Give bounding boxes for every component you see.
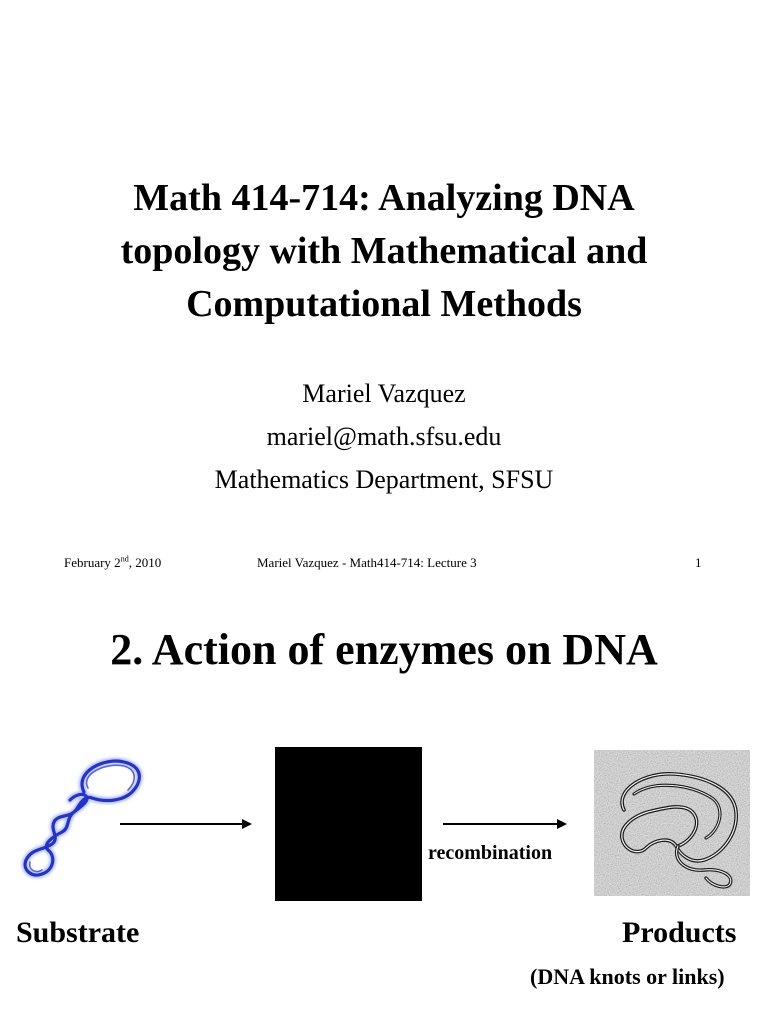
footer-page-number: 1 [695, 555, 702, 570]
products-sublabel: (DNA knots or links) [530, 964, 725, 989]
slide1-title-line: Math 414-714: Analyzing DNA [133, 177, 635, 219]
author-department: Mathematics Department, SFSU [214, 465, 554, 494]
arrow-right-icon [443, 816, 567, 832]
slide1-title [40, 172, 728, 331]
footer-date [64, 555, 161, 571]
footer-date-sup: nd [120, 554, 129, 564]
arrow-right-icon [120, 816, 252, 832]
author-name: Mariel Vazquez [302, 379, 466, 408]
recombination-label: recombination [428, 842, 553, 864]
products-label: Products [622, 916, 737, 949]
slide2-title: 2. Action of enzymes on DNA [110, 625, 658, 674]
slide1-title-line: topology with Mathematical and [120, 230, 648, 272]
footer-date-suffix: , 2010 [128, 555, 162, 570]
footer-date-prefix: February 2 [64, 555, 121, 570]
author-block [84, 372, 684, 501]
products-dna-micrograph [594, 750, 750, 896]
author-email: mariel@math.sfsu.edu [266, 422, 502, 451]
substrate-label: Substrate [16, 916, 140, 949]
slide1-title-line: Computational Methods [186, 283, 582, 325]
footer-lecture: Mariel Vazquez - Math414-714: Lecture 3 [257, 555, 477, 570]
enzyme-black-box [275, 747, 422, 901]
